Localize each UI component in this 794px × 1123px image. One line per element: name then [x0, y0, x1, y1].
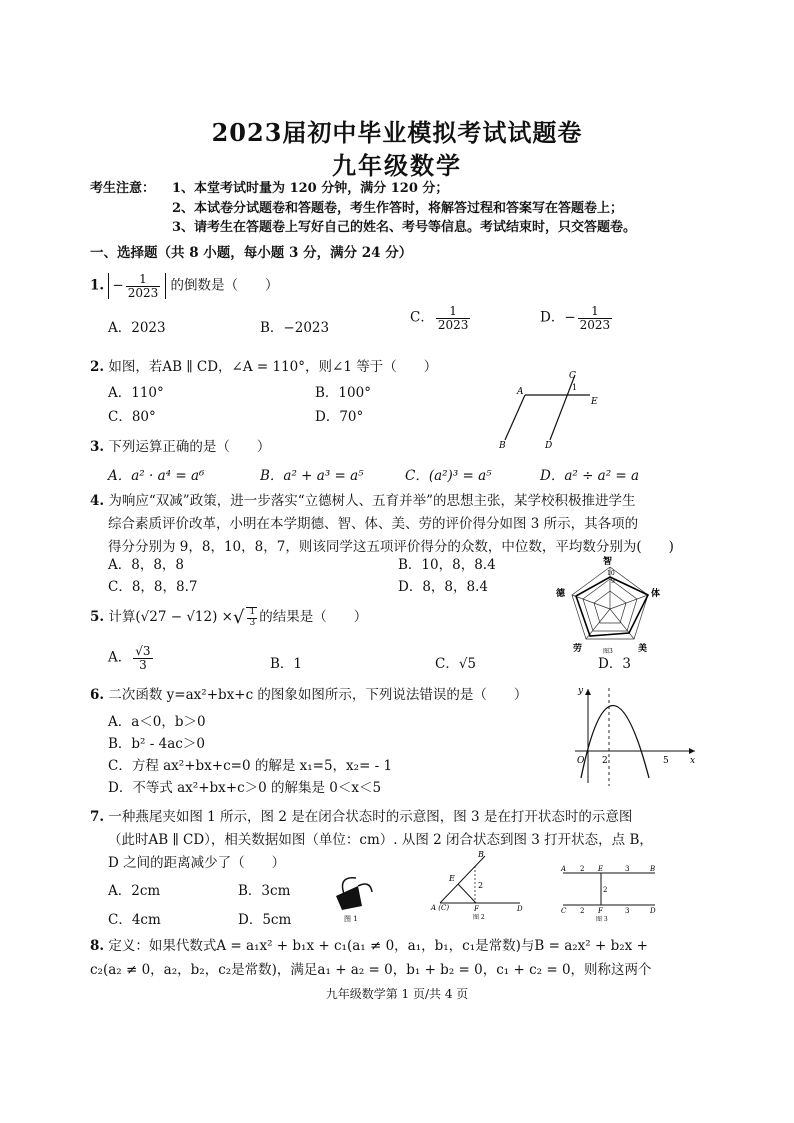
label-ti: 体: [651, 589, 661, 599]
clip-open-figure: [558, 860, 663, 922]
option-a: A．8，8，8: [108, 557, 185, 573]
figure-caption: 图 3: [596, 916, 608, 922]
label-max: 10: [607, 570, 615, 577]
option-a: A．2023: [108, 320, 166, 336]
label-e: E: [449, 874, 455, 883]
label-ac: A (C): [431, 904, 450, 912]
parabola-graph-figure: [565, 683, 700, 788]
label-three: 3: [625, 865, 630, 873]
label-two: 2: [602, 756, 608, 766]
label-five: 5: [663, 756, 669, 766]
question-stem-line: （此时AB ∥ CD），相关数据如图（单位：cm）. 从图 2 闭合状态到图 3 打开状态，点 B，: [108, 832, 653, 848]
question-stem-line: c₂(a₂ ≠ 0，a₂，b₂，c₂是常数)，满足a₁ + a₂ = 0，b₁ + b₂ = 0，c₁ + c₂ = 0，则称这两个: [90, 962, 652, 978]
option-d: D．70°: [315, 409, 364, 425]
label-b: B: [478, 850, 484, 859]
label-height: 2: [603, 886, 608, 894]
label-de: 德: [556, 589, 566, 599]
label-d: D: [650, 907, 656, 915]
question-stem-line: 得分分别为 9，8，10，8，7，则该同学这五项评价得分的众数，中位数，平均数分别为( ): [108, 539, 674, 555]
question-5: 5. 计算(√27 − √12) ×√ $\frac{1}{3}$ 的结果是（ ）: [90, 607, 368, 628]
option-d: D．a² ÷ a² = a: [540, 468, 640, 484]
label-angle-1: 1: [572, 383, 578, 392]
label-nine: 9: [611, 578, 615, 585]
label-b: B: [499, 441, 506, 450]
question-stem: 的倒数是（ ）: [170, 277, 279, 294]
option-b: B．10，8，8.4: [398, 557, 496, 573]
parallel-lines-figure: [495, 370, 605, 450]
label-two: 2: [478, 881, 484, 890]
label-x: x: [690, 756, 696, 766]
notice-label: 考生注意：: [90, 181, 156, 196]
label-c: C: [561, 907, 567, 915]
question-2: 2. 如图，若AB ∥ CD，∠A = 110°，则∠1 等于（ ）: [90, 359, 438, 375]
label-zhi: 智: [603, 557, 613, 567]
label-lao: 劳: [573, 644, 583, 654]
label-mei: 美: [638, 644, 648, 654]
binder-clip-figure: [328, 866, 378, 926]
option-d: D．5cm: [238, 912, 292, 928]
question-stem-line: 定义：如果代数式A = a₁x² + b₁x + c₁(a₁ ≠ 0，a₁，b₁，c₁是常数)与B = a₂x² + b₂x +: [108, 938, 648, 954]
exam-title: 2023届初中毕业模拟考试试题卷: [211, 118, 583, 147]
radar-chart-figure: [555, 555, 695, 655]
option-b: B．b² - 4ac＞0: [108, 736, 205, 752]
option-d: D．3: [598, 656, 631, 672]
option-a: A．a＜0，b＞0: [108, 714, 206, 730]
question-stem-line: D 之间的距离减少了（ ）: [108, 855, 286, 871]
fraction: $\frac{1}{2023}$: [127, 272, 159, 300]
label-d: D: [517, 905, 523, 913]
option-b: B．a² + a³ = a⁵: [260, 468, 364, 484]
question-3: 3. 下列运算正确的是（ ）: [90, 439, 271, 455]
section-heading: 一、选择题（共 8 小题，每小题 3 分，满分 24 分）: [90, 245, 413, 261]
label-f: F: [474, 905, 479, 913]
question-4: 4. 为响应“双减”政策，进一步落实“立德树人、五育并举”的思想主张，某学校积极推进学生: [90, 493, 636, 509]
label-b: B: [650, 865, 656, 873]
absolute-value: − $\frac{1}{2023}$: [108, 273, 166, 299]
label-two: 2: [580, 907, 585, 915]
question-stem: 下列运算正确的是（ ）: [108, 439, 271, 455]
label-a: A: [517, 387, 524, 397]
option-c: C．方程 ax²+bx+c=0 的解是 x₁=5，x₂= - 1: [108, 758, 393, 774]
option-c: C．√5: [435, 656, 477, 672]
question-stem: 如图，若AB ∥ CD，∠A = 110°，则∠1 等于（ ）: [108, 359, 438, 375]
option-a: A． $\frac{√3}{3}$: [108, 644, 151, 672]
radar-score-polygon: [576, 577, 648, 636]
option-d: D．不等式 ax²+bx+c＞0 的解集是 0＜x＜5: [108, 780, 382, 796]
label-origin: O: [577, 756, 585, 766]
figure-caption: 图 2: [473, 914, 485, 921]
label-two: 2: [580, 865, 585, 873]
question-8: 8. 定义：如果代数式A = a₁x² + b₁x + c₁(a₁ ≠ 0，a₁，b₁，c₁是常数)与B = a₂x² + b₂x +: [90, 938, 648, 954]
figure-caption: 图3: [603, 648, 613, 655]
label-three: 3: [625, 907, 630, 915]
option-c: C．(a²)³ = a⁵: [405, 468, 492, 484]
label-e: E: [598, 865, 604, 873]
option-c: C．8，8，8.7: [108, 579, 198, 595]
question-number: 1.: [90, 277, 105, 294]
label-y: y: [578, 686, 584, 696]
option-c: C． $\frac{1}{2023}$: [410, 304, 469, 332]
option-d: D．− $\frac{1}{2023}$: [540, 304, 611, 332]
label-a: A: [561, 865, 567, 873]
question-stem-line: 综合素质评价改革，小明在本学期德、智、体、美、劳的评价得分如图 3 所示，其各项的: [108, 516, 639, 532]
question-stem-line: 一种燕尾夹如图 1 所示，图 2 是在闭合状态时的示意图，图 3 是在打开状态时的示意图: [108, 809, 633, 825]
option-b: B．100°: [315, 385, 371, 401]
question-1: [90, 273, 279, 299]
question-stem: 二次函数 y=ax²+bx+c 的图象如图所示，下列说法错误的是（ ）: [108, 687, 528, 703]
option-b: B．3cm: [238, 883, 291, 899]
label-c: C: [569, 371, 576, 381]
option-b: B．1: [270, 656, 303, 672]
label-f: F: [598, 907, 603, 915]
clip-closed-figure: [430, 848, 530, 923]
option-b: B．−2023: [260, 320, 330, 336]
option-c: C．80°: [108, 409, 156, 425]
notice-item: 1、本堂考试时量为 120 分钟，满分 120 分；: [172, 181, 449, 196]
sqrt-fraction: $\frac{1}{3}$: [246, 607, 257, 628]
question-6: 6. 二次函数 y=ax²+bx+c 的图象如图所示，下列说法错误的是（ ）: [90, 687, 528, 703]
option-c: C．4cm: [108, 912, 161, 928]
figure-caption: 图 1: [344, 915, 358, 923]
question-7: 7. 一种燕尾夹如图 1 所示，图 2 是在闭合状态时的示意图，图 3 是在打开状态时的示意图: [90, 809, 633, 825]
option-a: A．2cm: [108, 883, 161, 899]
question-stem-line: 为响应“双减”政策，进一步落实“立德树人、五育并举”的思想主张，某学校积极推进学生: [108, 493, 636, 509]
exam-subtitle: 九年级数学: [332, 151, 462, 180]
parabola-curve: [581, 706, 649, 779]
line-ab: [505, 395, 525, 440]
notice-item: 2、本试卷分试题卷和答题卷，考生作答时，将解答过程和答案写在答题卷上；: [172, 201, 624, 216]
page-footer: 九年级数学第 1 页/共 4 页: [325, 987, 469, 1001]
option-a: A．a² · a⁴ = a⁶: [108, 468, 205, 484]
option-d: D．8，8，8.4: [398, 579, 488, 595]
label-e: E: [591, 397, 598, 407]
option-a: A．110°: [108, 385, 164, 401]
notice-item: 3、请考生在答题卷上写好自己的姓名、考号等信息。考试结束时，只交答题卷。: [172, 220, 637, 235]
label-d: D: [545, 441, 553, 450]
